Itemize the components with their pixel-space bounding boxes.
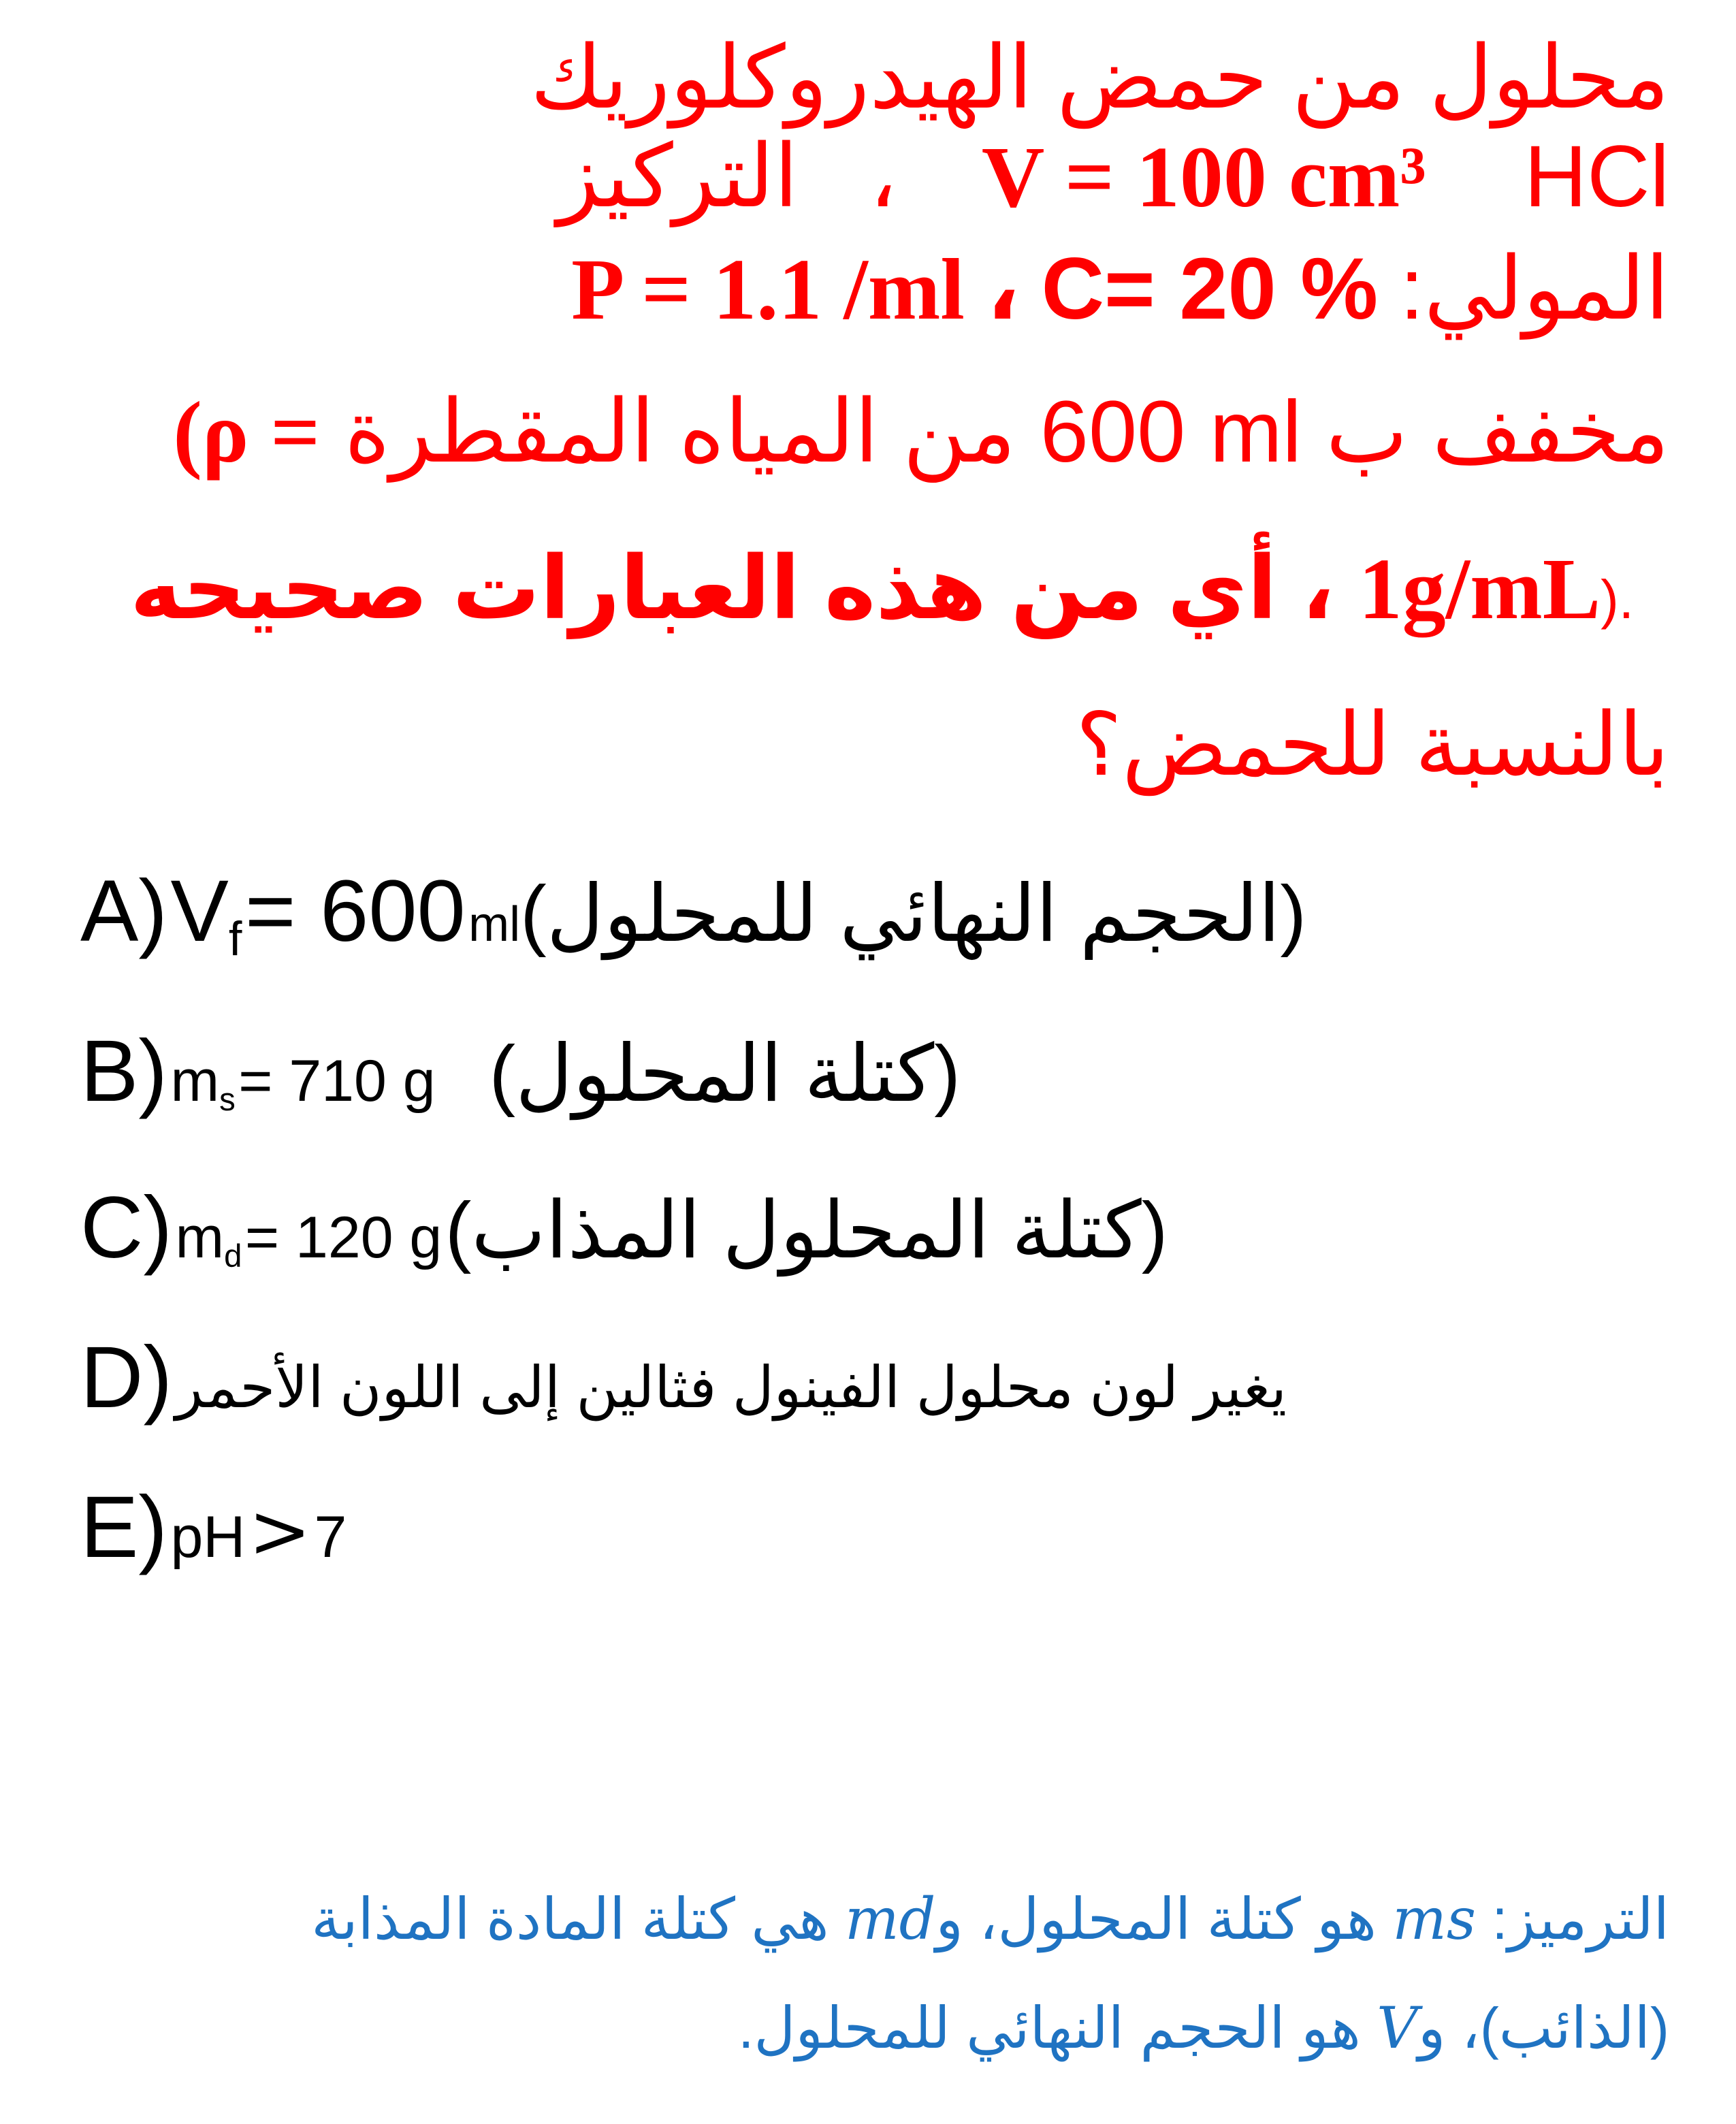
option-letter: D) xyxy=(80,1329,173,1426)
option-note: يغير لون محلول الفينول فثالين إلى اللون الأحمر xyxy=(175,1355,1287,1419)
question-line-5 xyxy=(130,538,1634,639)
ms-symbol: ms xyxy=(1392,1886,1476,1952)
question-line-1 xyxy=(530,27,1669,129)
option-symbol: pH xyxy=(170,1504,246,1570)
option-letter: E) xyxy=(80,1479,167,1576)
v-symbol: V xyxy=(1377,1995,1418,2061)
which-statement-text: ، أي من هذه العبارات صحيحه xyxy=(129,540,1334,637)
hint-line-2 xyxy=(738,1995,1669,2061)
rho-value-group xyxy=(1359,538,1634,639)
option-note: (الحجم النهائي للمحلول) xyxy=(520,869,1307,958)
hint-text: هي كتلة المادة المذابة xyxy=(311,1887,829,1951)
water-volume: 600 ml xyxy=(1040,383,1302,481)
option-letter: B) xyxy=(80,1023,167,1120)
option-a[interactable] xyxy=(80,861,1307,966)
greater-than-operator: > xyxy=(248,1487,312,1575)
hint-text: (الذائب)، و xyxy=(1417,1996,1669,2060)
option-d[interactable] xyxy=(80,1328,1287,1428)
volume-value: V = 100 cm³ xyxy=(981,129,1426,225)
option-letter: C) xyxy=(80,1179,173,1276)
rho-symbol: (ρ = xyxy=(173,384,321,481)
option-symbol: $m_s$ xyxy=(170,1048,236,1119)
option-symbol: $V_f$ xyxy=(170,863,242,966)
hint-text: هو الحجم النهائي للمحلول. xyxy=(738,1996,1361,2060)
option-symbol: $m_d$ xyxy=(175,1205,242,1275)
concentration-label: التركيز xyxy=(557,128,799,225)
separator: ، xyxy=(986,240,1020,338)
molar-label: المولي: xyxy=(1400,240,1669,338)
hint-text: هو كتلة المحلول، و xyxy=(935,1887,1377,1951)
question-line-2 xyxy=(558,126,1670,227)
dilution-text: مخفف ب xyxy=(1325,383,1669,481)
rho-value: 1g/mL xyxy=(1358,541,1601,637)
hint-prefix: الترميز: xyxy=(1492,1887,1669,1951)
option-e[interactable] xyxy=(80,1477,347,1577)
option-value: = 710 g xyxy=(238,1048,436,1114)
option-value: = 120 g xyxy=(244,1205,443,1270)
close-paren: ). xyxy=(1601,569,1634,630)
distilled-water-text: من المياه المقطرة xyxy=(344,383,1016,481)
concentration-value: C= 20 % xyxy=(1041,240,1379,338)
question-line-3 xyxy=(571,238,1669,340)
option-value: 7 xyxy=(314,1504,347,1570)
density-value: P = 1.1 /ml xyxy=(571,241,965,338)
compound-formula: HCl xyxy=(1524,128,1669,225)
for-acid-text: بالنسبة للحمض؟ xyxy=(1076,696,1669,794)
option-b[interactable] xyxy=(80,1021,961,1121)
question-text: محلول من حمض الهيدروكلوريك xyxy=(530,29,1669,127)
option-letter: A) xyxy=(80,863,167,960)
option-value: = 600 xyxy=(244,863,466,960)
separator: ، xyxy=(869,128,897,225)
question-line-4 xyxy=(173,381,1669,483)
md-symbol: md xyxy=(844,1886,936,1952)
option-c[interactable] xyxy=(80,1178,1168,1278)
option-note: (كتلة المحلول المذاب) xyxy=(445,1186,1168,1274)
option-note: (كتلة المحلول) xyxy=(489,1029,961,1118)
hint-line-1 xyxy=(311,1886,1669,1952)
question-line-6 xyxy=(1076,694,1669,796)
option-unit: ml xyxy=(468,897,521,952)
